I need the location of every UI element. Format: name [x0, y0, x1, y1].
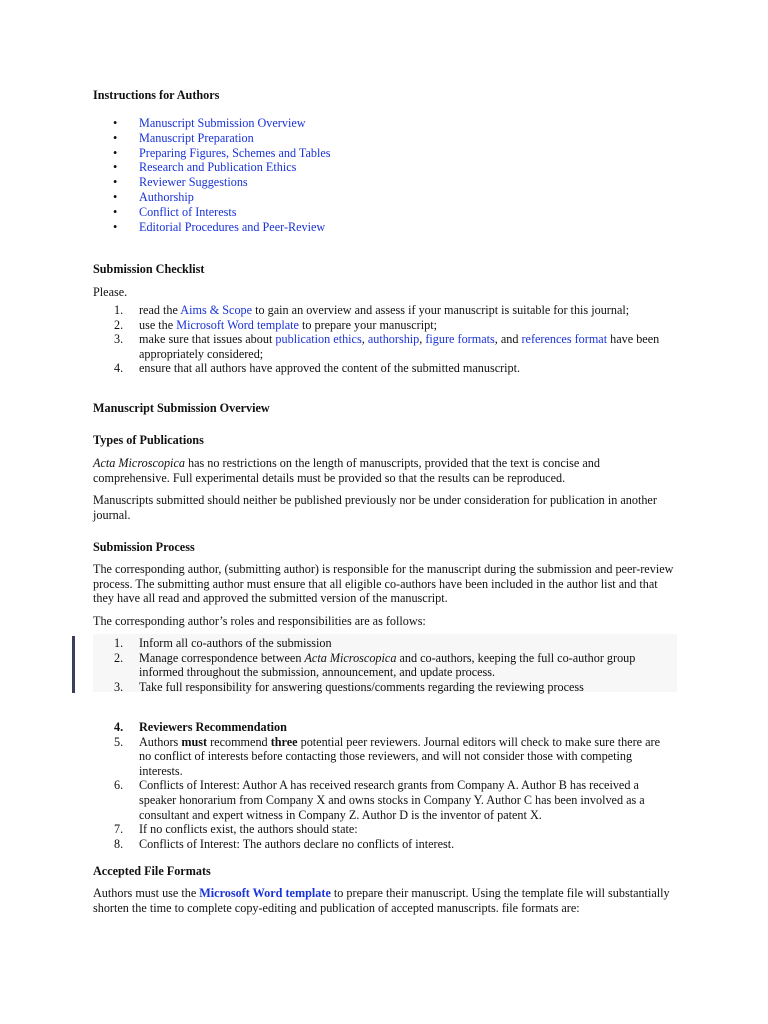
- list-item: [93, 680, 675, 695]
- list-text: to prepare your manuscript;: [298, 317, 437, 332]
- list-text: make sure that issues about: [139, 332, 276, 347]
- list-number: 1.: [114, 636, 124, 650]
- publication-ethics-link[interactable]: publication ethics: [275, 332, 362, 347]
- toc-link-authorship[interactable]: Authorship: [139, 189, 194, 204]
- checklist-intro: Please.: [93, 285, 128, 299]
- list-text: and co-authors, keeping the full co-author group informed throughout the submission, announcement, and update process.: [139, 650, 636, 680]
- word-template-link[interactable]: Microsoft Word template: [199, 886, 331, 900]
- toc-item[interactable]: [93, 205, 331, 220]
- list-text: potential peer reviewers. Journal editors will check to make sure there are no conflict of interests before contacting those reviewers, and will not consider those with competing interests.: [139, 734, 660, 778]
- bullet-icon: •: [113, 130, 118, 145]
- list-number: 8.: [114, 836, 124, 851]
- types-paragraph-1: [93, 456, 675, 485]
- toc-item[interactable]: [93, 190, 331, 205]
- authorship-link[interactable]: authorship: [367, 332, 420, 347]
- list-number: 6.: [114, 778, 124, 793]
- formats-paragraph: [93, 886, 675, 915]
- list-text: Manage correspondence between: [139, 650, 305, 665]
- checklist-heading: Submission Checklist: [93, 262, 205, 276]
- toc-link-manuscript-preparation[interactable]: Manuscript Preparation: [139, 130, 254, 145]
- toc-item[interactable]: [93, 220, 331, 235]
- list-text: ,: [419, 332, 426, 347]
- bullet-icon: •: [113, 145, 118, 160]
- list-number: 3.: [114, 679, 124, 694]
- process-heading: Submission Process: [93, 540, 195, 554]
- list-item: [93, 318, 675, 333]
- list-item: [93, 822, 675, 837]
- list-item: [93, 778, 675, 822]
- list-text: use the: [139, 317, 177, 332]
- figure-formats-link[interactable]: figure formats: [425, 332, 495, 347]
- list-text: Conflicts of Interest: Author A has received research grants from Company A. Author B has received a speaker honorarium from Company X and owns stocks in Company Y. Author C has been involved as a consultant and expert witness in Company Z. Author D is the inventor of patent X.: [139, 778, 645, 822]
- bullet-icon: •: [113, 189, 118, 204]
- bullet-icon: •: [113, 175, 118, 190]
- formats-heading: Accepted File Formats: [93, 864, 211, 878]
- types-heading: Types of Publications: [93, 433, 204, 447]
- list-text: Inform all co-authors of the submission: [139, 636, 332, 650]
- list-text: , and: [494, 332, 522, 347]
- list-item: [93, 720, 675, 735]
- bullet-icon: •: [113, 204, 118, 219]
- journal-name: Acta Microscopica: [93, 456, 185, 470]
- list-text: Conflicts of Interest: The authors declare no conflicts of interest.: [139, 836, 455, 851]
- bullet-icon: •: [113, 160, 118, 175]
- aims-scope-link[interactable]: Aims & Scope: [180, 303, 253, 317]
- list-number: 1.: [114, 303, 124, 317]
- toc-link-reviewer-suggestions[interactable]: Reviewer Suggestions: [139, 175, 248, 190]
- quote-bar: [72, 636, 75, 693]
- process-paragraph-2: The corresponding author’s roles and responsibilities are as follows:: [93, 614, 426, 628]
- list-item: [93, 332, 675, 361]
- toc-item[interactable]: [93, 175, 331, 190]
- bullet-icon: •: [113, 219, 118, 234]
- toc-link-conflict-of-interests[interactable]: Conflict of Interests: [139, 204, 237, 219]
- toc-link-figures[interactable]: Preparing Figures, Schemes and Tables: [139, 145, 331, 160]
- types-paragraph-2: Manuscripts submitted should neither be published previously nor be under consideration for publication in another journal.: [93, 493, 657, 522]
- list-item: [93, 303, 675, 318]
- toc-item[interactable]: [93, 160, 331, 175]
- list-text: recommend: [207, 734, 271, 749]
- list-item: [93, 735, 675, 779]
- list-text: Authors: [139, 734, 182, 749]
- list-text: to gain an overview and assess if your manuscript is suitable for this journal;: [252, 303, 630, 317]
- word-template-link[interactable]: Microsoft Word template: [176, 317, 299, 332]
- toc-link-submission-overview[interactable]: Manuscript Submission Overview: [139, 116, 306, 130]
- list-text: If no conflicts exist, the authors should state:: [139, 822, 358, 837]
- bullet-icon: •: [113, 116, 118, 130]
- reviewers-heading: Reviewers Recommendation: [139, 720, 287, 734]
- list-text: ensure that all authors have approved the content of the submitted manuscript.: [139, 361, 521, 376]
- list-number: 4.: [114, 361, 124, 376]
- toc-link-editorial-procedures[interactable]: Editorial Procedures and Peer-Review: [139, 219, 326, 234]
- list-text: read the: [139, 303, 181, 317]
- list-number: 7.: [114, 822, 124, 837]
- list-number: 2.: [114, 650, 124, 665]
- list-item: [93, 636, 675, 651]
- list-item: [93, 837, 675, 852]
- checklist-list: [93, 303, 675, 376]
- list-number: 2.: [114, 317, 124, 332]
- list-number: 3.: [114, 332, 124, 347]
- process-paragraph-1: The corresponding author, (submitting author) is responsible for the manuscript during the submission and peer-review process. The submitting author must ensure that all eligible co-authors have been included in the author list and that they have all read and approved the submitted version of the manuscript.: [93, 562, 674, 606]
- responsibilities-list: [93, 636, 675, 694]
- emphasis-text: must: [181, 734, 208, 749]
- toc-link-ethics[interactable]: Research and Publication Ethics: [139, 160, 297, 175]
- list-item: [93, 361, 675, 376]
- paragraph-text: has no restrictions on the length of manuscripts, provided that the text is concise and comprehensive. Full experimental details must be provided so that the results can be reproduced.: [93, 456, 600, 485]
- list-text: have been appropriately considered;: [139, 332, 660, 361]
- references-format-link[interactable]: references format: [521, 332, 608, 347]
- toc-list: [93, 116, 331, 234]
- list-item: [93, 651, 675, 680]
- list-text: ,: [361, 332, 368, 347]
- toc-item[interactable]: [93, 116, 331, 131]
- list-number: 5.: [114, 734, 124, 749]
- emphasis-text: three: [270, 734, 298, 749]
- list-text: Take full responsibility for answering questions/comments regarding the reviewing process: [139, 679, 584, 694]
- page-title: Instructions for Authors: [93, 88, 220, 102]
- journal-name: Acta Microscopica: [304, 650, 397, 665]
- toc-item[interactable]: [93, 146, 331, 161]
- overview-heading: Manuscript Submission Overview: [93, 401, 270, 415]
- toc-item[interactable]: [93, 131, 331, 146]
- paragraph-text: Authors must use the: [93, 886, 200, 900]
- reviewers-list: [93, 720, 675, 851]
- list-number: 4.: [114, 720, 124, 734]
- paragraph-text: to prepare their manuscript. Using the template file will substantially shorten the time to complete copy-editing and publication of accepted manuscripts. file formats are:: [93, 886, 670, 915]
